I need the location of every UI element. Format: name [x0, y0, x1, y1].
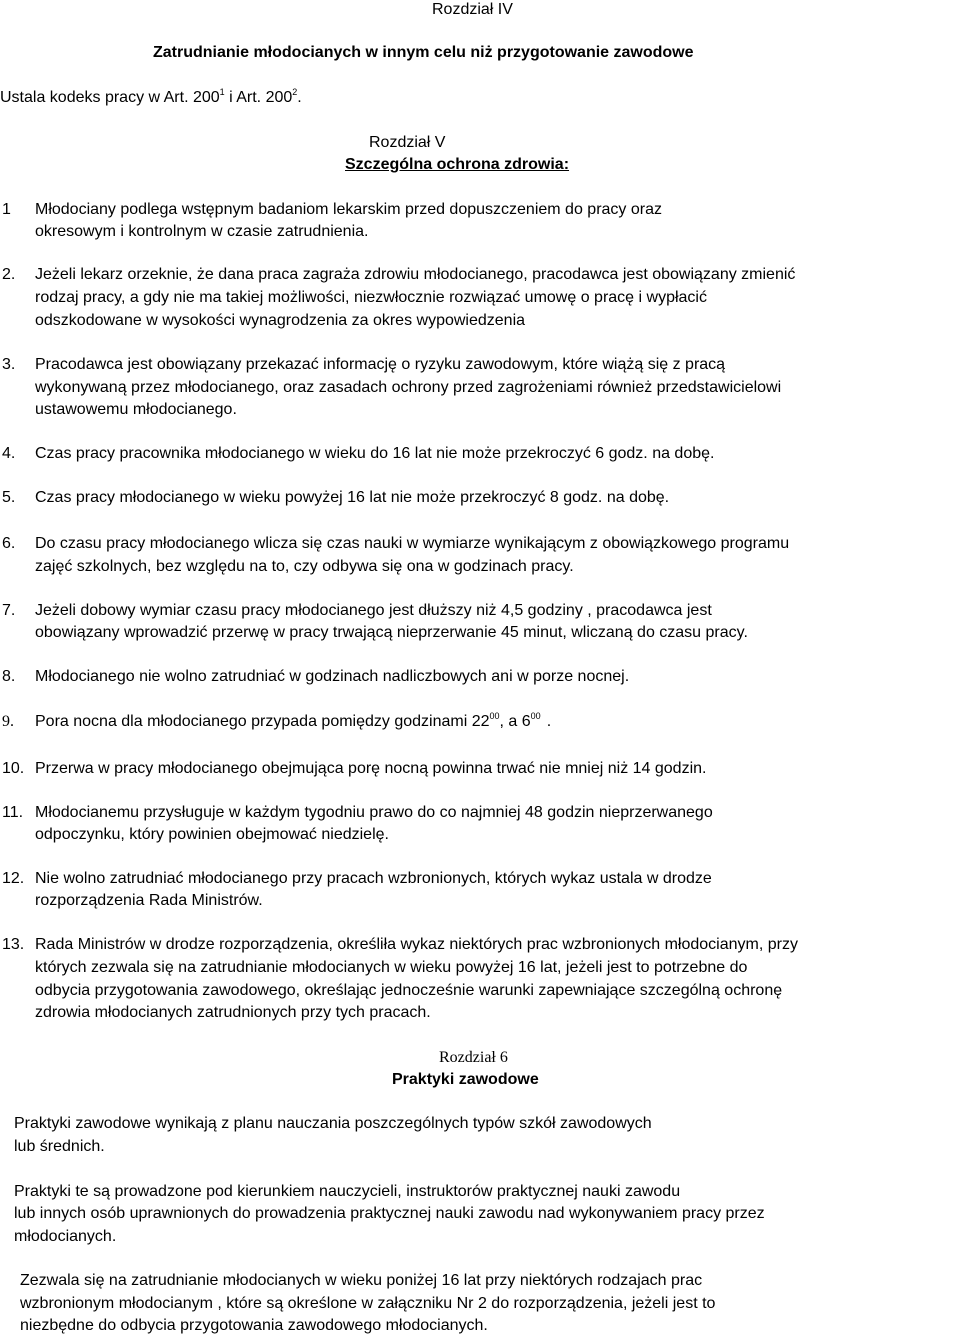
- item-number: 5.: [2, 489, 16, 506]
- paragraph-line: Praktyki te są prowadzone pod kierunkiem nauczycieli, instruktorów praktycznej nauki zawodu: [14, 1183, 681, 1200]
- item-line: Do czasu pracy młodocianego wlicza się czas nauki w wymiarze wynikającym z obowiązkowego programu: [35, 535, 790, 552]
- item-number: 2.: [2, 266, 16, 283]
- paragraph-line: Zezwala się na zatrudnianie młodocianych w wieku poniżej 16 lat przy niektórych rodzajach prac: [20, 1272, 703, 1289]
- item-line: Pracodawca jest obowiązany przekazać informację o ryzyku zawodowym, które wiążą się z pracą: [35, 356, 726, 373]
- item-number: 8.: [2, 668, 16, 685]
- night-text-a: Pora nocna dla młodocianego przypada pomiędzy godzinami 22: [35, 713, 490, 730]
- item-line: Nie wolno zatrudniać młodocianego przy pracach wzbronionych, których wykaz ustala w drodze: [35, 870, 712, 887]
- item-line: wykonywaną przez młodocianego, oraz zasadach ochrony przed zagrożeniami również przedstawicielowi: [35, 379, 782, 396]
- item-line: obowiązany wprowadzić przerwę w pracy trwającą nieprzerwanie 45 minut, wliczaną do czasu pracy.: [35, 624, 748, 641]
- item-line: odpoczynku, który powinien obejmować niedzielę.: [35, 826, 389, 843]
- item-number: 6.: [2, 535, 16, 552]
- item-line: Czas pracy pracownika młodocianego w wieku do 16 lat nie może przekroczyć 6 godz. na dobę.: [35, 445, 715, 462]
- chapter-6-title: Rozdział 6: [439, 1049, 508, 1066]
- item-number: 1: [2, 201, 11, 218]
- item-line: okresowym i kontrolnym w czasie zatrudnienia.: [35, 223, 369, 240]
- item-number: 12.: [2, 870, 25, 887]
- item-line: zajęć szkolnych, bez względu na to, czy odbywa się ona w godzinach pracy.: [35, 558, 574, 575]
- item-line: Czas pracy młodocianego w wieku powyżej 16 lat nie może przekroczyć 8 godz. na dobę.: [35, 489, 670, 506]
- paragraph-line: niezbędne do odbycia przygotowania zawodowego młodocianych.: [20, 1317, 488, 1334]
- reference-text-b: i Art. 200: [224, 89, 293, 106]
- paragraph-line: lub innych osób uprawnionych do prowadzenia praktycznej nauki zawodu nad wykonywaniem pracy przez: [14, 1205, 765, 1222]
- chapter-6-subtitle: Praktyki zawodowe: [392, 1071, 539, 1088]
- chapter-4-reference: [0, 87, 302, 106]
- item-number: 13.: [2, 936, 25, 953]
- item-number: 4.: [2, 445, 16, 462]
- item-line: Młodocianemu przysługuje w każdym tygodniu prawo do co najmniej 48 godzin nieprzerwanego: [35, 804, 713, 821]
- item-line: Przerwa w pracy młodocianego obejmująca porę nocną powinna trwać nie mniej niż 14 godzin.: [35, 760, 707, 777]
- item-line: Rada Ministrów w drodze rozporządzenia, określiła wykaz niektórych prac wzbronionych młodocianym, przy: [35, 936, 798, 953]
- item-line: [35, 711, 552, 730]
- item-number: 11.: [2, 804, 24, 821]
- night-text-c: .: [546, 713, 552, 730]
- item-line: Młodociany podlega wstępnym badaniom lekarskim przed dopuszczeniem do pracy oraz: [35, 201, 662, 218]
- item-line: zdrowia młodocianych zatrudnionych przy tych pracach.: [35, 1004, 431, 1021]
- reference-text-a: Ustala kodeks pracy w Art. 200: [0, 89, 220, 106]
- item-line: Jeżeli lekarz orzeknie, że dana praca zagraża zdrowiu młodocianego, pracodawca jest obowiązany zmienić: [35, 266, 796, 283]
- item-line: rodzaj pracy, a gdy nie ma takiej możliwości, niezwłocznie rozwiązać umowę o pracę i wypłacić: [35, 289, 707, 306]
- chapter-5-subtitle: Szczególna ochrona zdrowia:: [345, 156, 570, 173]
- paragraph-line: młodocianych.: [14, 1228, 117, 1245]
- paragraph-line: lub średnich.: [14, 1138, 105, 1155]
- reference-sup-2: 2: [292, 87, 298, 97]
- item-line: których zezwala się na zatrudnianie młodocianych w wieku powyżej 16 lat, jeżeli jest to potrzebne do: [35, 959, 748, 976]
- chapter-5-title: Rozdział V: [369, 134, 446, 151]
- item-number: 10.: [2, 760, 25, 777]
- paragraph-line: Praktyki zawodowe wynikają z planu nauczania poszczególnych typów szkół zawodowych: [14, 1115, 652, 1132]
- night-sup-a: 00: [489, 711, 500, 721]
- item-number: 9.: [2, 713, 14, 730]
- chapter-4-subtitle: Zatrudnianie młodocianych w innym celu niż przygotowanie zawodowe: [153, 44, 694, 61]
- item-line: odbycia przygotowania zawodowego, określając jednocześnie warunki zapewniające szczególną ochronę: [35, 982, 783, 999]
- night-text-b: , a 6: [499, 713, 531, 730]
- item-line: rozporządzenia Rada Ministrów.: [35, 892, 263, 909]
- reference-text-c: .: [297, 89, 302, 106]
- item-number: 3.: [2, 356, 16, 373]
- chapter-4-title: Rozdział IV: [432, 1, 513, 18]
- night-sup-b: 00: [530, 711, 541, 721]
- item-line: odszkodowane w wysokości wynagrodzenia za okres wypowiedzenia: [35, 312, 526, 329]
- reference-sup-1: 1: [219, 87, 225, 97]
- item-number: 7.: [2, 602, 16, 619]
- paragraph-line: wzbronionym młodocianym , które są określone w załączniku Nr 2 do rozporządzenia, jeżeli jest to: [20, 1295, 716, 1312]
- item-line: Jeżeli dobowy wymiar czasu pracy młodocianego jest dłuższy niż 4,5 godziny , pracodawca jest: [35, 602, 712, 619]
- item-line: Młodocianego nie wolno zatrudniać w godzinach nadliczbowych ani w porze nocnej.: [35, 668, 630, 685]
- item-line: ustawowemu młodocianego.: [35, 401, 237, 418]
